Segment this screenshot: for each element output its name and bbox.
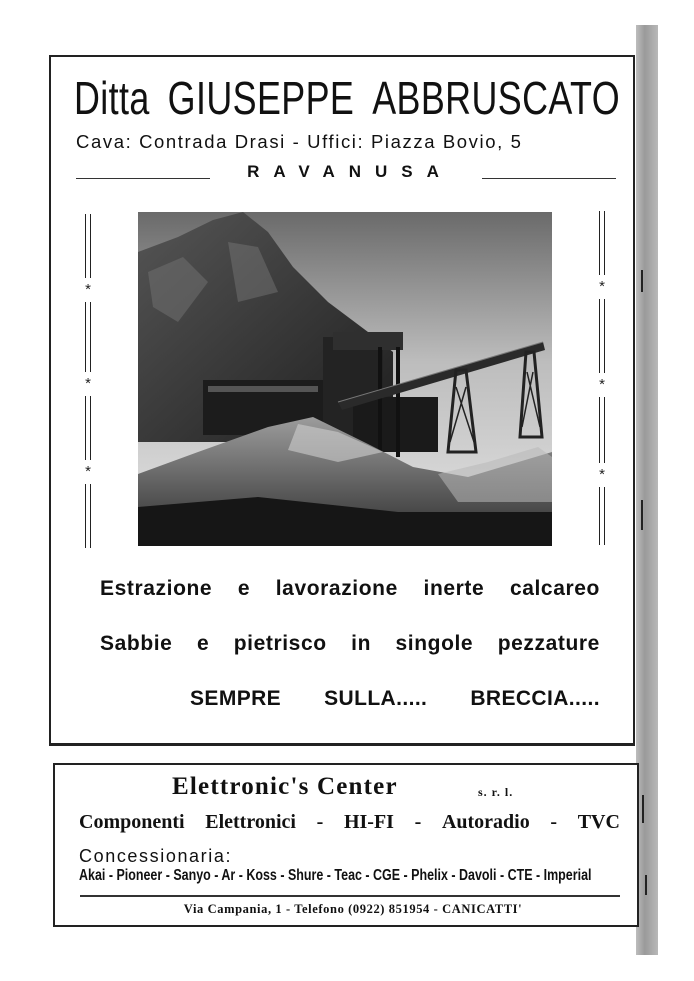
company-type: s. r. l. [478, 785, 514, 799]
scan-mark [641, 270, 643, 292]
dealer-label: Concessionaria: [79, 846, 233, 866]
company-address: Cava: Contrada Drasi - Uffici: Piazza Bovio, 5 [76, 131, 523, 152]
title-word-ditta: Ditta [74, 72, 150, 124]
brand-list [79, 867, 620, 887]
ornament-star-icon: * [85, 375, 91, 392]
product-categories: Componenti Elettronici - HI-FI - Autoradio - TVC [79, 811, 620, 833]
divider-right [482, 178, 616, 179]
left-ornament [83, 214, 95, 548]
ornament-star-icon: * [599, 278, 605, 295]
right-ornament [597, 211, 609, 545]
scan-mark [642, 795, 644, 823]
store-name: Elettronic's Center [172, 773, 398, 800]
scan-mark [645, 875, 647, 895]
service-line-sand: Sabbie e pietrisco in singole pezzature [100, 632, 600, 655]
title-word-surname: ABBRUSCATO [372, 72, 620, 124]
title-word-first-name: GIUSEPPE [167, 72, 355, 124]
ornament-star-icon: * [599, 466, 605, 483]
town-name: RAVANUSA [247, 162, 453, 181]
ornament-star-icon: * [599, 376, 605, 393]
contact-line: Via Campania, 1 - Telefono (0922) 851954 - CANICATTI' [183, 902, 523, 916]
company-title [74, 72, 620, 124]
scan-mark [641, 500, 643, 530]
service-line-extraction: Estrazione e lavorazione inerte calcareo [100, 577, 600, 600]
slogan: SEMPRE SULLA..... BRECCIA..... [190, 687, 600, 710]
quarry-photo [138, 212, 552, 546]
contact-divider [80, 895, 620, 897]
ornament-star-icon: * [85, 463, 91, 480]
brand-list-text: Akai - Pioneer - Sanyo - Ar - Koss - Shure - Teac - CGE - Phelix - Davoli - CTE - Imperial [79, 867, 592, 884]
ornament-star-icon: * [85, 281, 91, 298]
quarry-plant-illustration [138, 212, 552, 546]
